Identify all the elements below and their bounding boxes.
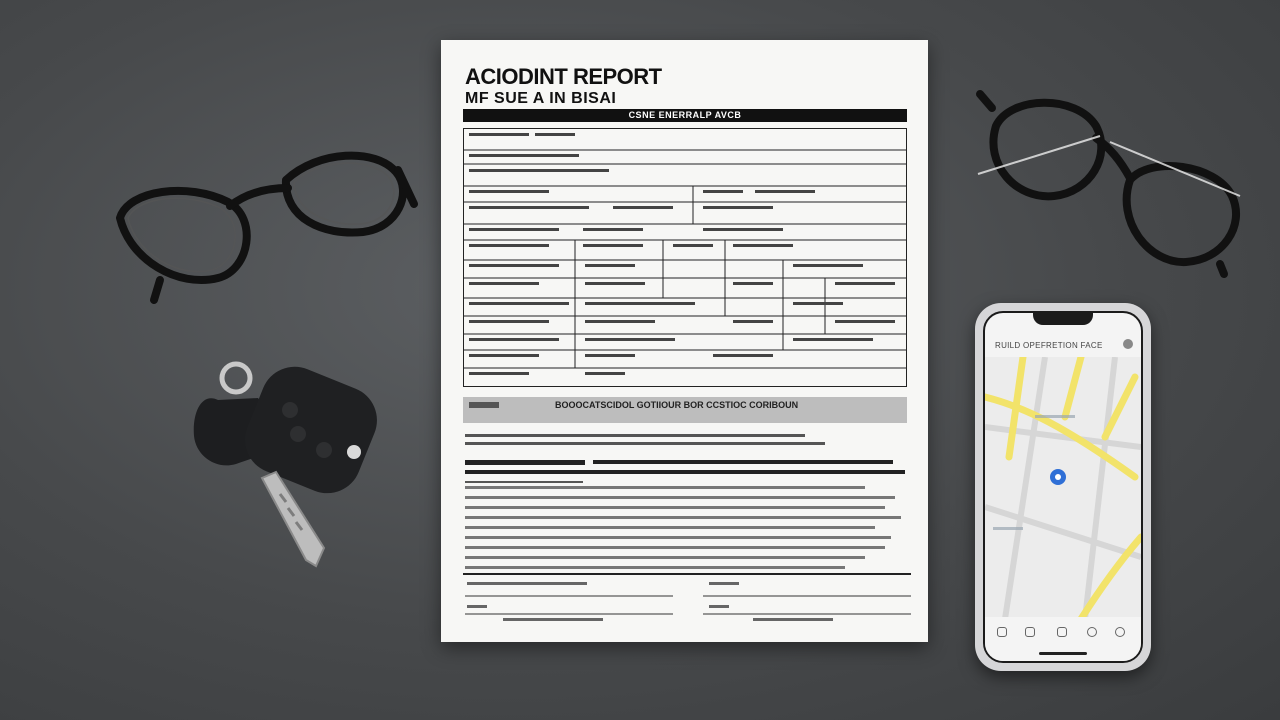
car-key-fob-icon (188, 352, 388, 572)
document-body-text (463, 430, 911, 640)
app-header: RUILD OPEFRETION FACE (995, 341, 1103, 350)
accident-report-document (441, 40, 928, 642)
eyeglasses-right-icon (970, 78, 1250, 288)
nav-settings-icon[interactable] (1115, 627, 1125, 637)
phone-screen (983, 311, 1143, 663)
phone-notch (1033, 313, 1093, 325)
document-section-bar: BOOOCATSCIDOL GOTIIOUR BOR CCSTIOC CORIBOUN (463, 397, 907, 423)
menu-icon[interactable] (1123, 339, 1133, 349)
bottom-nav-bar (985, 617, 1141, 661)
map-view[interactable] (985, 357, 1141, 619)
eyeglasses-left-icon (108, 110, 428, 310)
smartphone (975, 303, 1151, 671)
home-indicator (1039, 652, 1087, 655)
document-subtitle: MF SUE A IN BISAI (465, 90, 617, 107)
nav-compass-icon[interactable] (1087, 627, 1097, 637)
nav-camera-icon[interactable] (1057, 627, 1067, 637)
nav-search-icon[interactable] (1025, 627, 1035, 637)
form-grid (463, 128, 907, 388)
nav-home-icon[interactable] (997, 627, 1007, 637)
document-header-bar: CSNE ENERRALP AVCB (463, 109, 907, 122)
location-pin-icon[interactable] (1050, 469, 1066, 485)
document-title: ACIODINT REPORT (465, 64, 662, 89)
